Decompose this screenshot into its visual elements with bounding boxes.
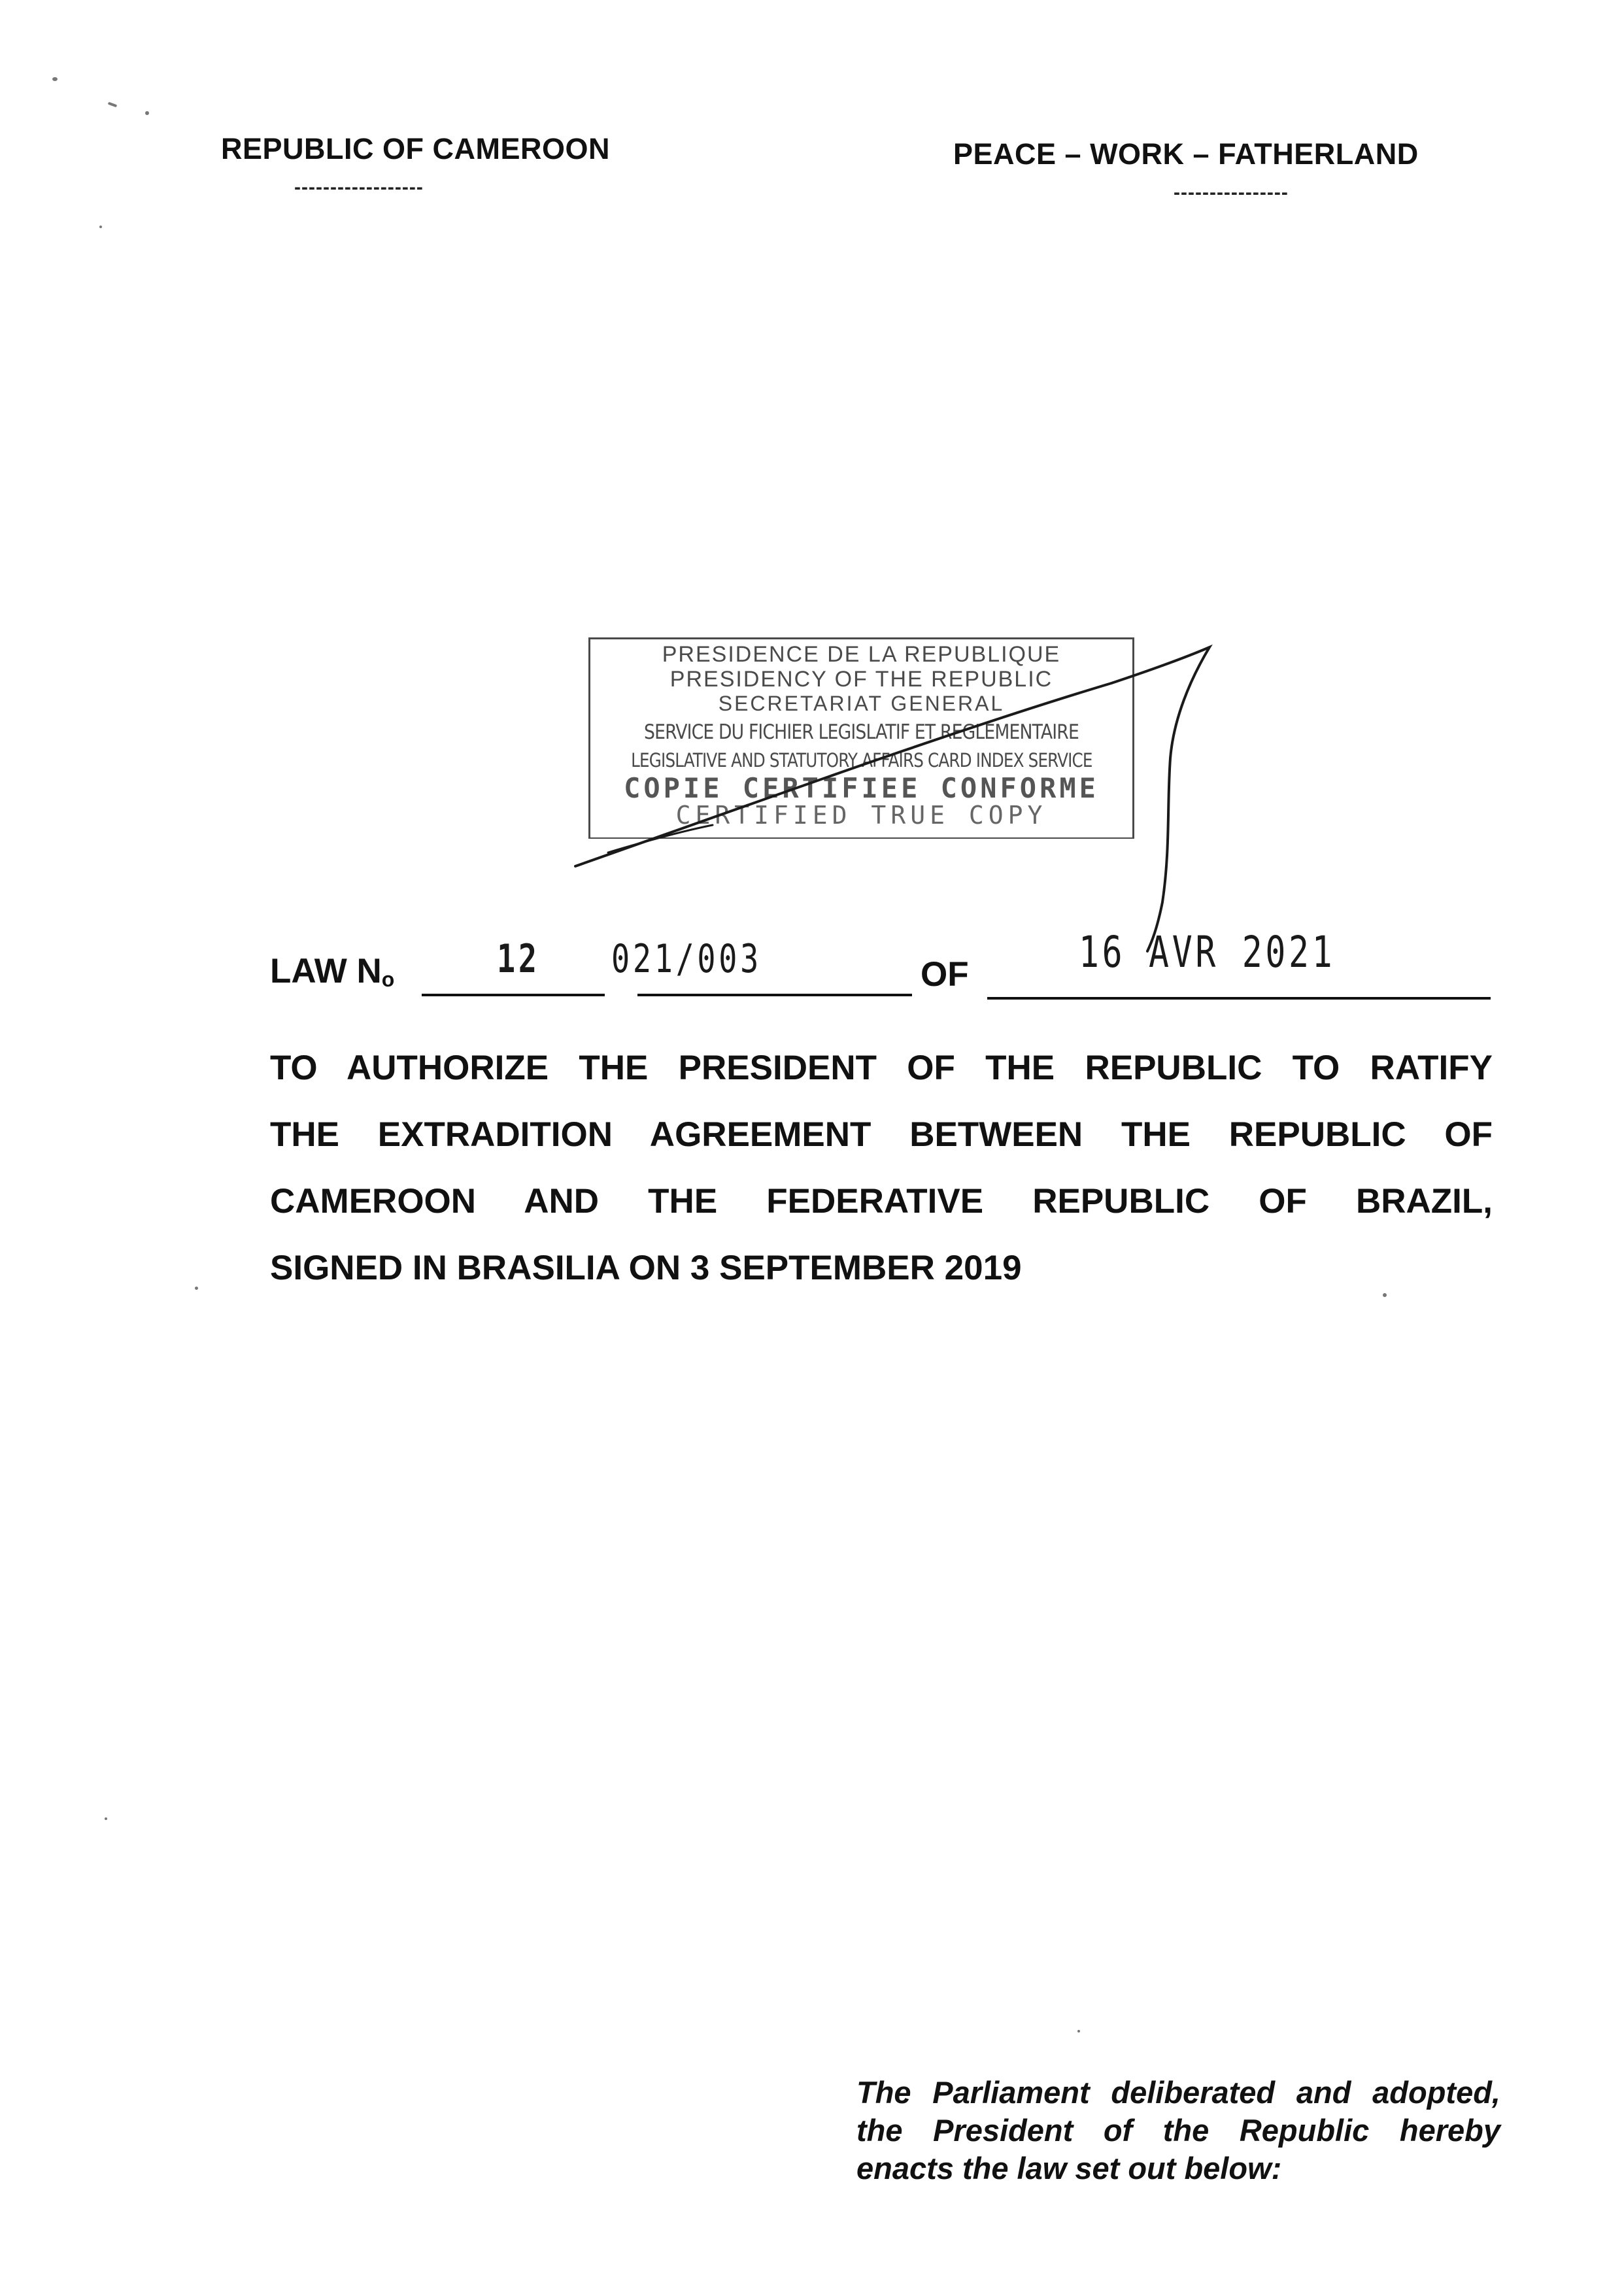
title-line: CAMEROON AND THE FEDERATIVE REPUBLIC OF BRAZIL, (270, 1182, 1493, 1221)
scan-speck (145, 111, 149, 115)
scan-speck (195, 1287, 198, 1290)
scan-speck (1077, 2030, 1080, 2033)
enactment-clause (856, 2074, 1500, 2187)
enactment-line: The Parliament deliberated and adopted, (856, 2075, 1500, 2110)
scan-speck (1383, 1293, 1387, 1297)
stamp-line: COPIE CERTIFIEE CONFORME (624, 772, 1099, 804)
date-underline (987, 997, 1491, 1000)
law-number-part1: 12 (497, 936, 540, 982)
law-number-label: LAW $N_o$ (270, 952, 395, 991)
of-label: OF (921, 955, 969, 994)
header-motto: PEACE – WORK – FATHERLAND (953, 137, 1419, 171)
stamp-line: CERTIFIED TRUE COPY (675, 801, 1047, 830)
title-line: SIGNED IN BRASILIA ON 3 SEPTEMBER 2019 (270, 1249, 1022, 1287)
scan-speck (105, 1817, 107, 1820)
header-motto-rule: ---------------- (1174, 182, 1289, 203)
scan-speck (52, 77, 58, 81)
certification-stamp (588, 637, 1134, 839)
stamp-line: LEGISLATIVE AND STATUTORY AFFAIRS CARD INDEX SERVICE (631, 749, 1092, 771)
header-country-rule: ------------------ (294, 177, 424, 198)
header-country: REPUBLIC OF CAMEROON (221, 132, 610, 165)
scan-speck (108, 102, 118, 108)
scan-speck (99, 226, 102, 228)
enactment-line: enacts the law set out below: (856, 2151, 1282, 2185)
title-line: TO AUTHORIZE THE PRESIDENT OF THE REPUBLIC TO RATIFY (270, 1049, 1493, 1087)
stamp-line: PRESIDENCY OF THE REPUBLIC (669, 667, 1053, 692)
stamp-line: PRESIDENCE DE LA REPUBLIQUE (662, 642, 1061, 667)
law-date: 16 AVR 2021 (1079, 927, 1336, 977)
law-number-part2: 021/003 (611, 936, 762, 982)
stamp-line: SECRETARIAT GENERAL (718, 692, 1005, 715)
law-number-underline-1 (422, 994, 605, 996)
enactment-line: the President of the Republic hereby (856, 2113, 1500, 2148)
law-number-underline-2 (637, 994, 912, 996)
law-title (270, 1035, 1493, 1302)
stamp-line: SERVICE DU FICHIER LEGISLATIF ET REGLEMENTAIRE (644, 720, 1079, 744)
title-line: THE EXTRADITION AGREEMENT BETWEEN THE REPUBLIC OF (270, 1115, 1493, 1154)
